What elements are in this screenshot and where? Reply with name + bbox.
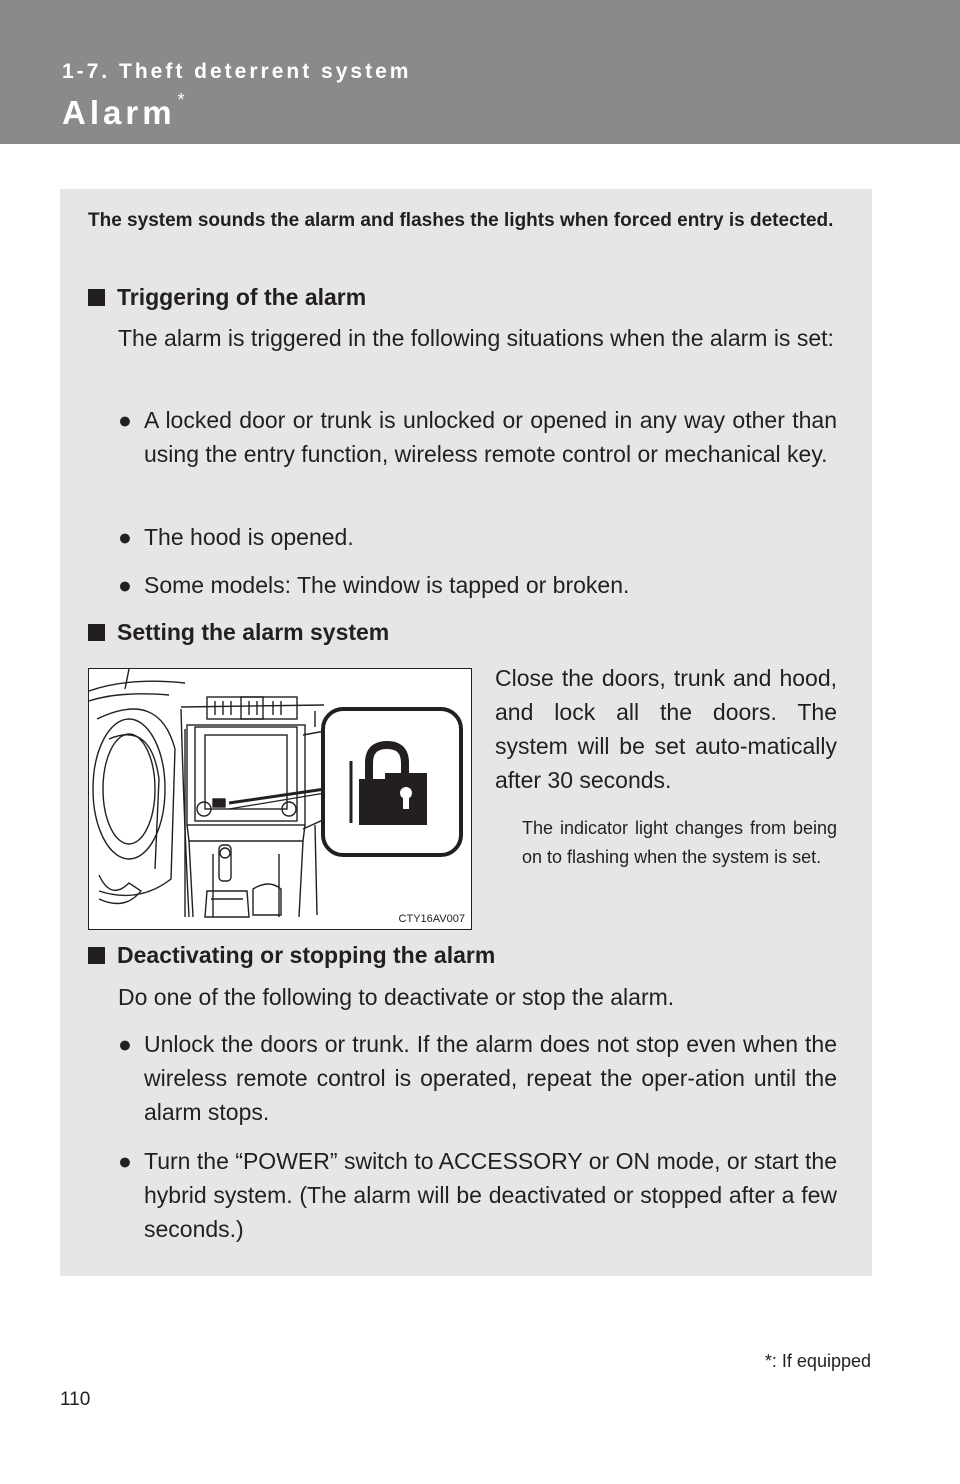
- figure-code: CTY16AV007: [398, 913, 465, 925]
- dashboard-illustration: [88, 668, 472, 930]
- page-number: 110: [60, 1389, 91, 1410]
- intro-text: The system sounds the alarm and flashes the lights when forced entry is detected.: [88, 210, 834, 231]
- bullet-icon: ●: [118, 572, 132, 598]
- heading-deactivating-text: Deactivating or stopping the alarm: [117, 942, 496, 968]
- bullet-icon: ●: [118, 1148, 132, 1174]
- setting-note: The indicator light changes from being on to flashing when the system is set.: [522, 818, 837, 867]
- list-item-text: A locked door or trunk is unlocked or opened in any way other than using the entry function, wireless remote control or mechanical key.: [144, 407, 837, 467]
- list-item: [118, 520, 837, 554]
- list-item-text: Unlock the doors or trunk. If the alarm does not stop even when the wireless remote control is operated, repeat the oper-ation until the alarm stops.: [144, 1031, 837, 1125]
- list-item: [118, 568, 837, 602]
- bullet-icon: ●: [118, 1031, 132, 1057]
- list-item-text: Some models: The window is tapped or broken.: [144, 572, 630, 598]
- setting-text: Close the doors, trunk and hood, and lock all the doors. The system will be set auto-matically after 30 seconds.: [495, 665, 837, 793]
- page-header: [0, 0, 960, 144]
- list-item: [118, 1027, 837, 1129]
- heading-triggering-text: Triggering of the alarm: [117, 284, 367, 310]
- bullet-icon: ●: [118, 524, 132, 550]
- deactivating-text: Do one of the following to deactivate or stop the alarm.: [118, 984, 675, 1010]
- square-bullet-icon: [88, 289, 105, 306]
- section-title: 1-7. Theft deterrent system: [62, 60, 412, 83]
- list-item-text: The hood is opened.: [144, 524, 354, 550]
- list-item: [118, 403, 837, 471]
- heading-setting: [88, 619, 389, 646]
- footnote: *: If equipped: [764, 1351, 871, 1371]
- if-equipped-mark: *: [177, 90, 189, 110]
- page-title: [62, 90, 189, 132]
- list-item: [118, 1144, 837, 1246]
- square-bullet-icon: [88, 947, 105, 964]
- heading-setting-text: Setting the alarm system: [117, 619, 390, 645]
- triggering-text: The alarm is triggered in the following situations when the alarm is set:: [118, 325, 834, 351]
- list-item-text: Turn the “POWER” switch to ACCESSORY or ON mode, or start the hybrid system. (The alarm will be deactivated or stopped after a few seconds.): [144, 1148, 837, 1242]
- dashboard-drawing: [89, 669, 472, 930]
- heading-deactivating: [88, 942, 495, 969]
- square-bullet-icon: [88, 624, 105, 641]
- heading-triggering: [88, 284, 366, 311]
- bullet-icon: ●: [118, 407, 132, 433]
- title-text: Alarm: [62, 94, 176, 131]
